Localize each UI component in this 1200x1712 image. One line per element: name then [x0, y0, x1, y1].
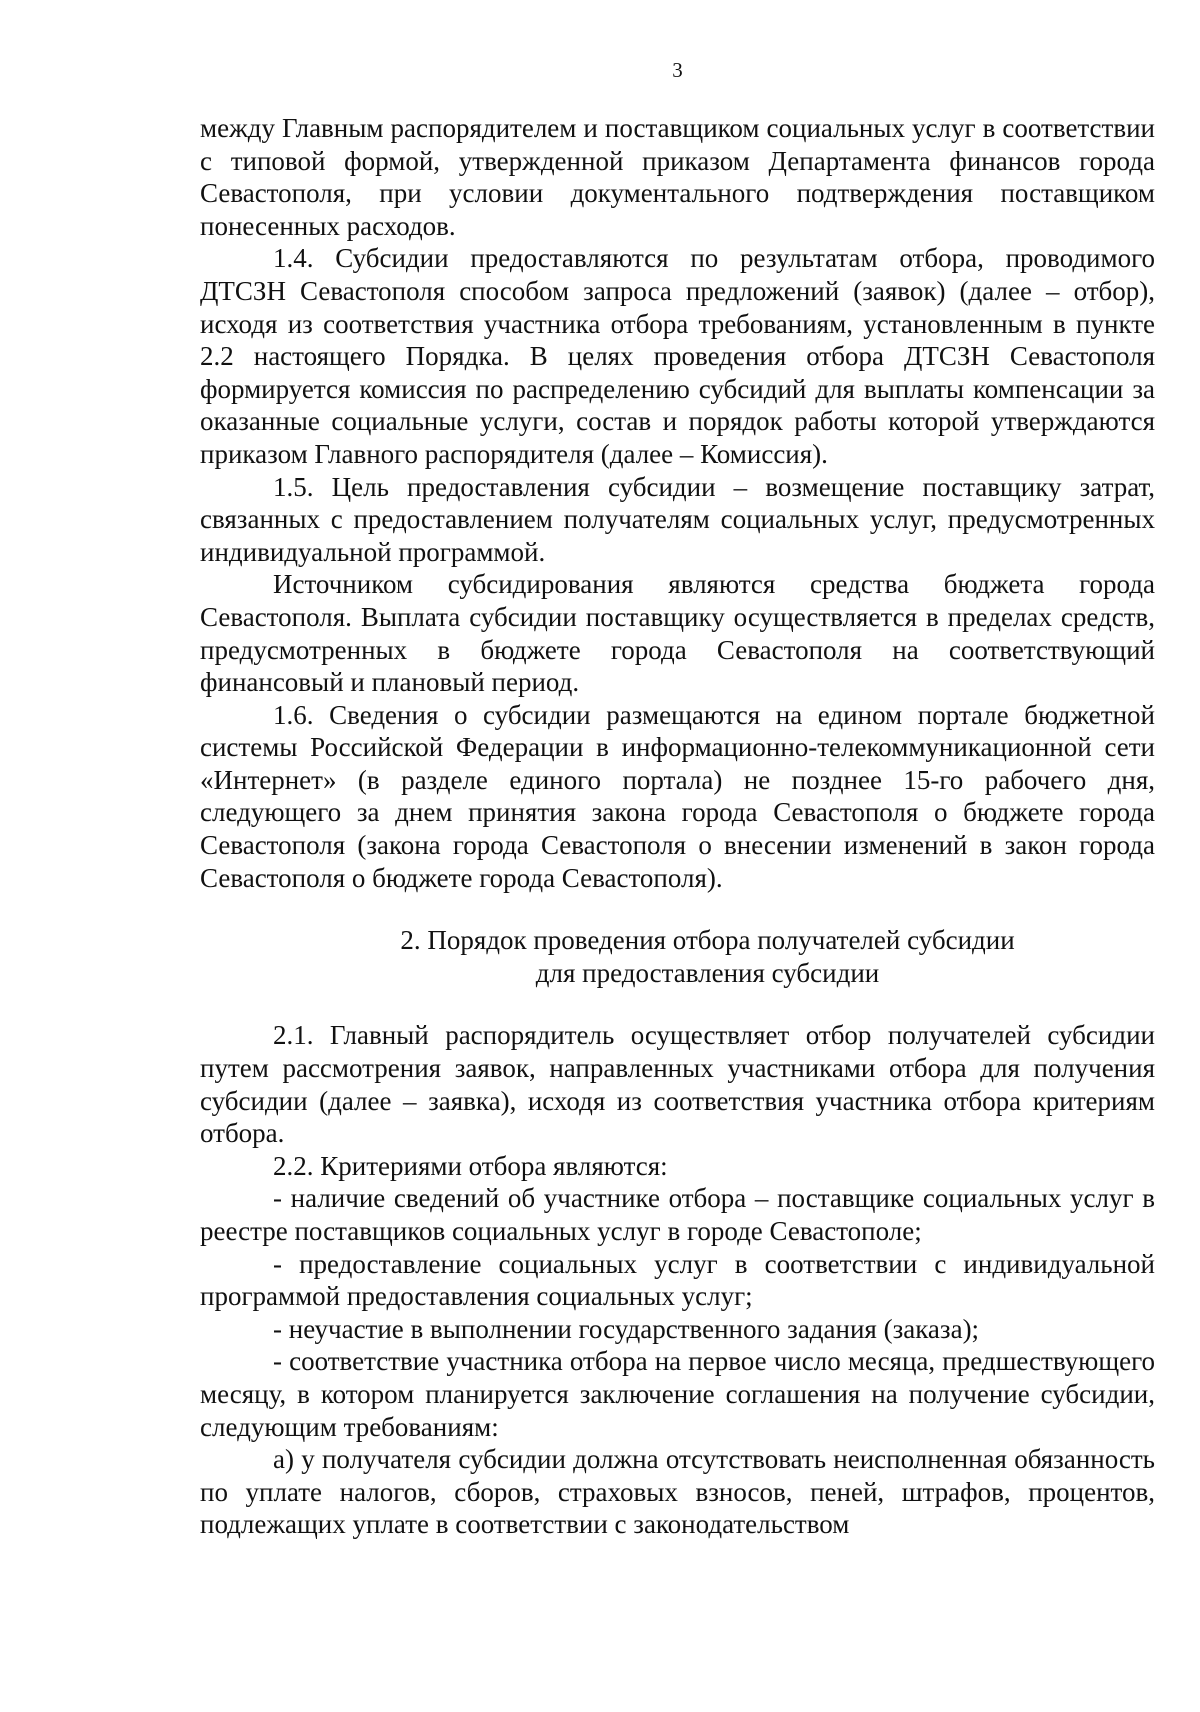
paragraph-1-6: 1.6. Сведения о субсидии размещаются на едином портале бюджетной системы Российской Федерации в информационно-телекоммуникационной сети «Интернет» (в разделе единого портала) не позднее 15-го рабочего дня, следующего за днем принятия закона города Севастополя о бюджете города Севастополя (закона города Севастополя о внесении изменений в закон города Севастополя о бюджете города Севастополя).: [200, 699, 1155, 893]
paragraph-funding-source: Источником субсидирования являются средства бюджета города Севастополя. Выплата субсидии поставщику осуществляется в пределах средств, предусмотренных в бюджете города Севастополя на соответствующий финансовый и плановый период.: [200, 569, 1155, 698]
page-number: 3: [672, 58, 683, 82]
section-2-heading-line-1: 2. Порядок проведения отбора получателей субсидии: [400, 925, 1015, 956]
section-2-heading-line-2: для предоставления субсидии: [535, 957, 880, 988]
paragraph-2-2: 2.2. Критериями отбора являются:: [273, 1150, 668, 1181]
criterion-individual-program: - предоставление социальных услуг в соответствии с индивидуальной программой предоставления социальных услуг;: [200, 1248, 1155, 1312]
criterion-no-state-task: - неучастие в выполнении государственного задания (заказа);: [273, 1313, 980, 1344]
paragraph-1-4: 1.4. Субсидии предоставляются по результатам отбора, проводимого ДТСЗН Севастополя способом запроса предложений (заявок) (далее – отбор), исходя из соответствия участника отбора требованиям, установленным в пункте 2.2 настоящего Порядка. В целях проведения отбора ДТСЗН Севастополя формируется комиссия по распределению субсидий для выплаты компенсации за оказанные социальные услуги, состав и порядок работы которой утверждаются приказом Главного распорядителя (далее – Комиссия).: [200, 243, 1155, 469]
document-body: [200, 112, 1155, 1541]
section-2-heading: [200, 924, 1155, 989]
criterion-registry: - наличие сведений об участнике отбора – поставщике социальных услуг в реестре поставщиков социальных услуг в городе Севастополе;: [200, 1183, 1155, 1246]
paragraph-2-1: 2.1. Главный распорядитель осуществляет отбор получателей субсидии путем рассмотрения заявок, направленных участниками отбора для получения субсидии (далее – заявка), исходя из соответствия участника отбора критериям отбора.: [200, 1020, 1155, 1149]
heading-spacer: [200, 989, 1155, 1019]
paragraph-1-5: 1.5. Цель предоставления субсидии – возмещение поставщику затрат, связанных с предоставлением получателям социальных услуг, предусмотренных индивидуальной программой.: [200, 471, 1155, 567]
requirement-a: а) у получателя субсидии должна отсутствовать неисполненная обязанность по уплате налогов, сборов, страховых взносов, пеней, штрафов, процентов, подлежащих уплате в соответствии с законодательством: [200, 1444, 1155, 1540]
criterion-compliance: - соответствие участника отбора на первое число месяца, предшествующего месяцу, в котором планируется заключение соглашения на получение субсидии, следующим требованиям:: [200, 1346, 1155, 1442]
paragraph-intro: между Главным распорядителем и поставщиком социальных услуг в соответствии с типовой формой, утвержденной приказом Департамента финансов города Севастополя, при условии документального подтверждения поставщиком понесенных расходов.: [200, 113, 1155, 241]
